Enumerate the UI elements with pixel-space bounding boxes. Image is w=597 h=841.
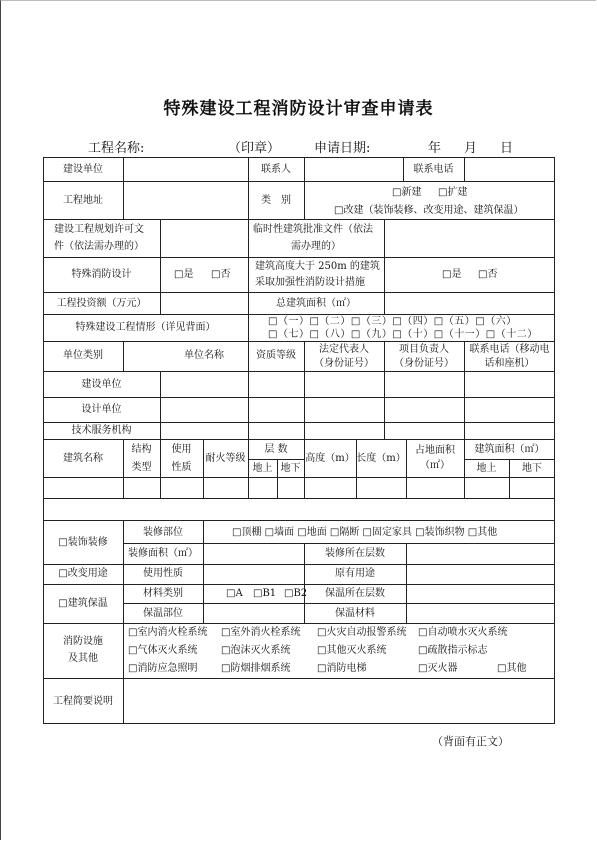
facility-indoor-hydrant-checkbox[interactable]: □室内消火栓系统	[128, 627, 208, 638]
planning-permit-label-1: 建设工程规划许可文	[54, 224, 144, 235]
original-use-label: 原有用途	[335, 568, 375, 579]
fire-facilities-label-2: 及其他	[68, 653, 98, 664]
special-design-label: 特殊消防设计	[71, 269, 132, 280]
height-header: 高度（m）	[305, 453, 355, 464]
project-summary-label: 工程简要说明	[53, 696, 113, 707]
month-label: 月	[464, 141, 478, 156]
facility-other-checkbox[interactable]: □其他	[497, 663, 527, 674]
use-nature-label: 使用性质	[143, 568, 183, 579]
form-title: 特殊建设工程消防设计审查申请表	[163, 99, 434, 119]
facility-outdoor-hydrant-checkbox[interactable]: □室外消火栓系统	[221, 627, 301, 638]
insulation-b2-checkbox[interactable]: □B2	[284, 588, 308, 599]
apply-date-label: 申请日期:	[314, 141, 371, 156]
phone-header-2: 话和座机）	[484, 358, 535, 369]
total-area-label: 总建筑面积（㎡）	[276, 298, 356, 309]
insulation-checkbox[interactable]: □建筑保温	[58, 598, 108, 609]
footprint-header-2: （㎡）	[420, 460, 450, 471]
fire-facilities-label-1: 消防设施	[63, 636, 103, 647]
insulation-floor-label: 保温所在层数	[325, 588, 385, 599]
facility-foam-extinguish-checkbox[interactable]: □泡沫灭火系统	[221, 645, 291, 656]
floors-below-header: 地下	[280, 463, 301, 474]
area-above-header: 地上	[476, 463, 497, 474]
insulation-material-label: 保温材料	[335, 608, 375, 619]
contact-phone-label: 联系电话	[413, 164, 454, 175]
phone-header-1: 联系电话（移动电	[469, 344, 550, 355]
height-250-label-1: 建筑高度大于 250m 的建筑	[255, 261, 380, 272]
insulation-part-label: 保温部位	[143, 608, 183, 619]
decoration-part-label: 装修部位	[143, 527, 183, 538]
year-label: 年	[428, 141, 442, 156]
insulation-b1-checkbox[interactable]: □B1	[253, 588, 277, 599]
seal-label: （印章）	[228, 141, 281, 156]
decoration-checkbox[interactable]: □装饰装修	[58, 537, 108, 548]
special-design-yes-checkbox[interactable]: □是	[174, 269, 194, 280]
insulation-a-checkbox[interactable]: □A	[226, 588, 243, 599]
facility-evacuation-sign-checkbox[interactable]: □疏散指示标志	[418, 645, 488, 656]
height-250-yes-checkbox[interactable]: □是	[442, 269, 462, 280]
legal-rep-header-2: （身份证号）	[314, 358, 374, 369]
special-situation-label: 特殊建设工程情形（详见背面）	[75, 322, 216, 333]
unit-name-header: 单位名称	[184, 350, 224, 361]
qualification-header: 资质等级	[256, 350, 296, 361]
investment-label: 工程投资额（万元）	[56, 298, 147, 309]
change-use-checkbox[interactable]: □改变用途	[58, 568, 108, 579]
category-label: 类 别	[261, 195, 291, 206]
footprint-header-1: 占地面积	[415, 445, 455, 456]
facility-smoke-exhaust-checkbox[interactable]: □防烟排烟系统	[221, 663, 291, 674]
unit-type-header: 单位类别	[63, 350, 103, 361]
facility-emergency-light-checkbox[interactable]: □消防应急照明	[128, 663, 198, 674]
facility-sprinkler-checkbox[interactable]: □自动喷水灭火系统	[418, 627, 508, 638]
decoration-floor-label: 装修所在层数	[325, 548, 385, 559]
facility-fire-alarm-checkbox[interactable]: □火灾自动报警系统	[317, 627, 407, 638]
project-address-label: 工程地址	[63, 195, 103, 206]
use-header-2: 性质	[171, 462, 192, 473]
footer-note: （背面有正文）	[432, 735, 509, 748]
decoration-area-label: 装修面积（㎡）	[128, 548, 198, 559]
project-lead-header-2: （身份证号）	[394, 358, 454, 369]
decoration-options[interactable]: □顶棚 □墙面 □地面 □隔断 □固定家具 □装饰织物 □其他	[232, 527, 498, 538]
floors-above-header: 地上	[252, 463, 273, 474]
height-250-no-checkbox[interactable]: □否	[478, 269, 498, 280]
planning-permit-label-2: 件（依法需办理的）	[54, 241, 144, 252]
category-expand-checkbox[interactable]: □扩建	[438, 187, 468, 198]
category-renovate-checkbox[interactable]: □改建（装饰装修、改变用途、建筑保温）	[334, 205, 524, 216]
facility-other-extinguish-checkbox[interactable]: □其他灭火系统	[317, 645, 387, 656]
construction-unit-label: 建设单位	[63, 164, 103, 175]
temp-approval-label-1: 临时性建筑批准文件（依法	[253, 224, 373, 235]
day-label: 日	[500, 141, 514, 156]
building-name-header: 建筑名称	[63, 453, 103, 464]
structure-header-2: 类型	[131, 462, 152, 473]
floors-header: 层 数	[264, 444, 288, 455]
temp-approval-label-2: 需办理的）	[291, 241, 341, 252]
unit-row-construction: 建设单位	[81, 379, 122, 390]
length-header: 长度（m）	[356, 453, 406, 464]
category-new-checkbox[interactable]: □新建	[392, 187, 422, 198]
unit-row-tech-service: 技术服务机构	[71, 425, 132, 436]
height-250-label-2: 采取加强性消防设计措施	[255, 277, 365, 288]
building-area-header: 建筑面积（㎡）	[474, 444, 545, 455]
fire-rating-header: 耐火等级	[205, 453, 246, 464]
facility-fire-elevator-checkbox[interactable]: □消防电梯	[317, 663, 367, 674]
project-name-label: 工程名称:	[88, 141, 145, 156]
structure-header-1: 结构	[131, 444, 152, 455]
material-type-label: 材料类别	[143, 588, 183, 599]
unit-row-design: 设计单位	[81, 404, 122, 415]
facility-gas-extinguish-checkbox[interactable]: □气体灭火系统	[128, 645, 198, 656]
situations-row-1[interactable]: □（一）□（二）□（三）□（四）□（五）□（六）	[268, 316, 517, 327]
project-lead-header-1: 项目负责人	[399, 344, 449, 355]
area-below-header: 地下	[522, 463, 542, 474]
use-header-1: 使用	[171, 444, 192, 455]
situations-row-2[interactable]: □（七）□（八）□（九）□（十）□（十一）□（十二）	[268, 329, 538, 340]
contact-person-label: 联系人	[261, 164, 291, 175]
facility-extinguisher-checkbox[interactable]: □灭火器	[418, 663, 458, 674]
special-design-no-checkbox[interactable]: □否	[211, 269, 231, 280]
legal-rep-header-1: 法定代表人	[319, 344, 369, 355]
